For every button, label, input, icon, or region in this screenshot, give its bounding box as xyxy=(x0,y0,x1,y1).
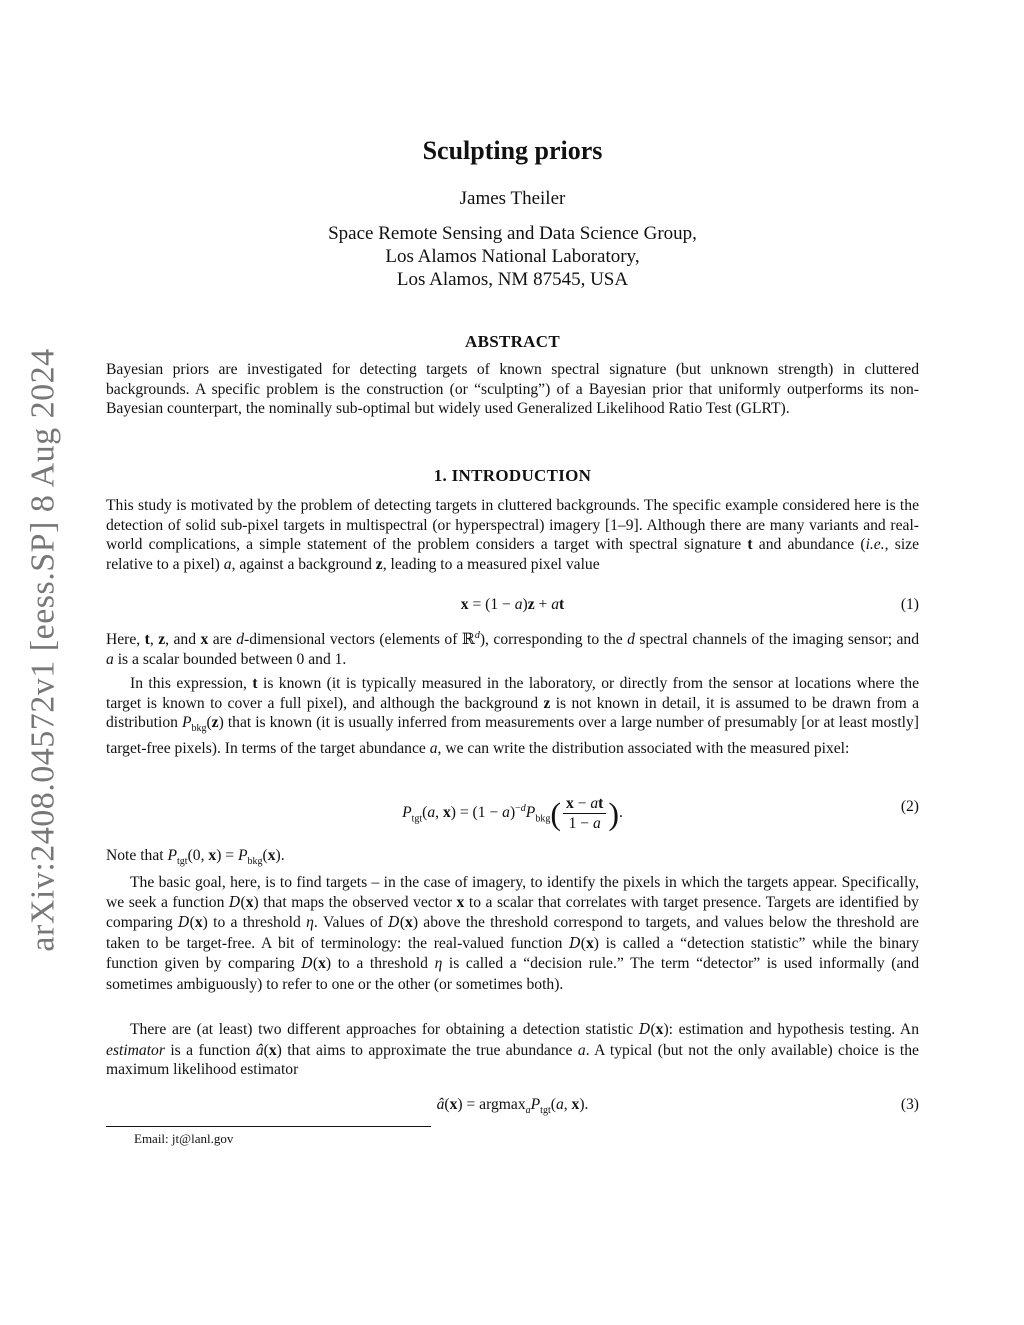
intro-paragraph-6: There are (at least) two different approaches for obtaining a detection statistic D(x): estimation and hypothesis testing. An estimator is a function â(x) that aims to approximate the true abundance a. A typical (but not the only available) choice is the maximum likelihood estimator xyxy=(106,1021,919,1079)
section-heading: 1. INTRODUCTION xyxy=(433,466,592,485)
affiliation-line: Space Remote Sensing and Data Science Group, xyxy=(328,223,697,244)
intro-paragraph-5: The basic goal, here, is to find targets – in the case of imagery, to identify the pixels in which the targets appear. Specifically, we seek a function D(x) that maps the observed vector x to a scalar that correlates with target presence. Targets are identified by comparing D(x) to a threshold η. Values of D(x) above the threshold correspond to targets, and values below the threshold are taken to be target-free. A bit of terminology: the real-valued function D(x) is called a “detection statistic” while the binary function given by comparing D(x) to a threshold η is called a “decision rule.” The term “detector” is used informally (and sometimes ambiguously) to refer to one or the other (or sometimes both). xyxy=(106,874,919,993)
equation-3: â(x) = $argmax_aP_{tgt}(a$, x). (3) xyxy=(436,1096,919,1117)
intro-paragraph-2: Here, t, z, and x are d-dimensional vectors (elements of ℝ$^d$), corresponding to the d spectral channels of the imaging sensor; and a is a scalar bounded between 0 and 1. xyxy=(106,630,919,668)
arxiv-stamp-text: arXiv:2408.04572v1 [eess.SP] 8 Aug 2024 xyxy=(25,348,62,952)
affiliation xyxy=(106,222,919,291)
abstract-heading: ABSTRACT xyxy=(465,332,560,351)
equation-2: $P_{tgt}(a$, $x) = (1 - a)^{-d}P_{bkg}$( $\frac{x - at}{1 - a}$ ). (2) xyxy=(402,795,919,833)
footnote-email: Email: jt@lanl.gov xyxy=(134,1131,234,1146)
intro-paragraph-1: This study is motivated by the problem of detecting targets in cluttered backgrounds. The specific example considered here is the detection of solid sub-pixel targets in multispectral (or hyperspectral) imagery [1–9]. Although there are many variants and real-world complications, a simple statement of the problem considers a target with spectral signature t and abundance (i.e., size relative to a pixel) a, against a background z, leading to a measured pixel value xyxy=(106,497,919,573)
paper-title: Sculpting priors xyxy=(422,136,603,165)
equation-number: (3) xyxy=(900,1096,919,1113)
affiliation-line: Los Alamos National Laboratory, xyxy=(385,246,640,267)
equation-number: (1) xyxy=(900,596,919,613)
arxiv-stamp xyxy=(14,340,74,960)
abstract-text: Bayesian priors are investigated for detecting targets of known spectral signature (but unknown strength) in cluttered backgrounds. A specific problem is the construction (or “sculpting”) of a Bayesian prior that uniformly outperforms its non-Bayesian counterpart, the nominally sub-optimal but widely used Generalized Likelihood Ratio Test (GLRT). xyxy=(106,361,919,418)
affiliation-line: Los Alamos, NM 87545, USA xyxy=(396,269,629,290)
footnote-rule xyxy=(106,1126,431,1127)
intro-paragraph-3: In this expression, t is known (it is typically measured in the laboratory, or directly from the sensor at locations where the target is known to cover a full pixel), and although the background z is not known in detail, it is assumed to be drawn from a distribution $P_{bkg}(z)$ that is known (it is usually inferred from measurements over a large number of presumably [or at least mostly] target-free pixels). In terms of the target abundance a, we can write the distribution associated with the measured pixel: xyxy=(106,675,920,757)
equation-number: (2) xyxy=(900,798,919,815)
author-name: James Theiler xyxy=(459,188,566,209)
equation-1: x = (1 − a)z + at (1) xyxy=(460,596,919,613)
intro-paragraph-4: Note that $P_{tgt}(0$, $x) = P_{bkg}(x)$. xyxy=(106,847,285,868)
